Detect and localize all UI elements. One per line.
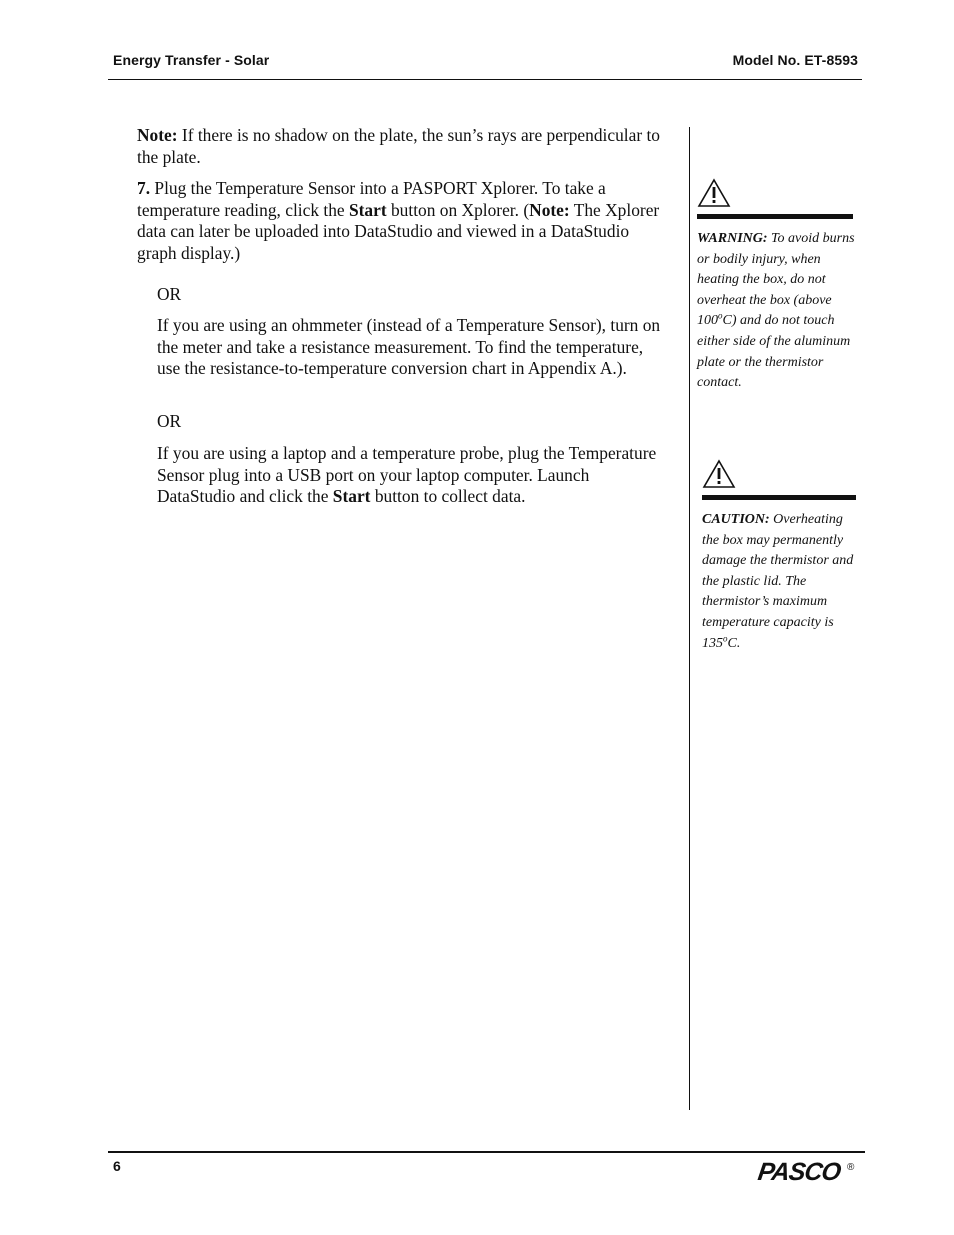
footer-rule: [108, 1151, 865, 1153]
laptop-paragraph: [157, 443, 667, 508]
caution-text-a: Overheating the box may permanently damage the thermistor and the plastic lid. The thermistor’s maximum temperature capacity is 135: [702, 512, 854, 651]
caution-text-b: C.: [727, 635, 741, 651]
or-separator: OR: [157, 284, 182, 304]
pasco-logo: PASCO: [756, 1158, 843, 1186]
laptop-text-a: If you are using a laptop and a temperature probe, plug the Temperature Sensor plug into a USB port on your laptop computer. Launch DataStudio and click the: [157, 443, 657, 506]
warning-bar: [697, 214, 853, 219]
warning-text-b: C) and do not touch either side of the aluminum plate or the thermistor contact.: [697, 313, 851, 391]
warning-text: [697, 229, 857, 394]
registered-mark: ®: [847, 1162, 855, 1173]
laptop-text-b: button to collect data.: [370, 486, 526, 506]
or-separator: OR: [157, 411, 182, 431]
note-paragraph: [137, 125, 667, 168]
caution-bar: [702, 495, 856, 500]
start-label: Start: [348, 199, 387, 220]
degree-sup: o: [723, 632, 728, 643]
start-label: Start: [332, 486, 371, 506]
step-text-a: Plug the Temperature Sensor into a PASPORT Xplorer. To take a temperature reading, click the: [137, 178, 606, 220]
step-text-b: button on Xplorer. (: [386, 199, 530, 220]
caution-label: CAUTION:: [702, 512, 770, 527]
note-label: Note:: [137, 125, 178, 145]
warning-label: WARNING:: [697, 231, 768, 246]
caution-text: [702, 510, 858, 654]
header-rule: [108, 79, 862, 80]
step-text-c: The Xplorer data can later be uploaded into DataStudio and viewed in a DataStudio graph display.): [137, 199, 660, 263]
header-model-number: Model No. ET-8593: [732, 52, 858, 68]
note-text: If there is no shadow on the plate, the sun’s rays are perpendicular to the plate.: [137, 125, 660, 167]
warning-triangle-icon: [697, 178, 731, 213]
page-number: 6: [113, 1158, 121, 1174]
step-number: 7.: [137, 178, 151, 198]
sidebar-divider: [689, 127, 690, 1110]
warning-text-a: To avoid burns or bodily injury, when heating the box, do not overheat the box (above 100: [697, 231, 855, 329]
degree-sup: o: [718, 310, 723, 321]
step-note-label: Note:: [529, 199, 570, 220]
ohmmeter-paragraph: If you are using an ohmmeter (instead of a Temperature Sensor), turn on the meter and take a resistance measurement. To find the temperature, use the resistance-to-temperature conversion chart in Appendix A.).: [157, 315, 661, 378]
step-7-paragraph: [137, 178, 667, 264]
caution-triangle-icon: [702, 459, 736, 494]
header-title: Energy Transfer - Solar: [113, 52, 270, 68]
